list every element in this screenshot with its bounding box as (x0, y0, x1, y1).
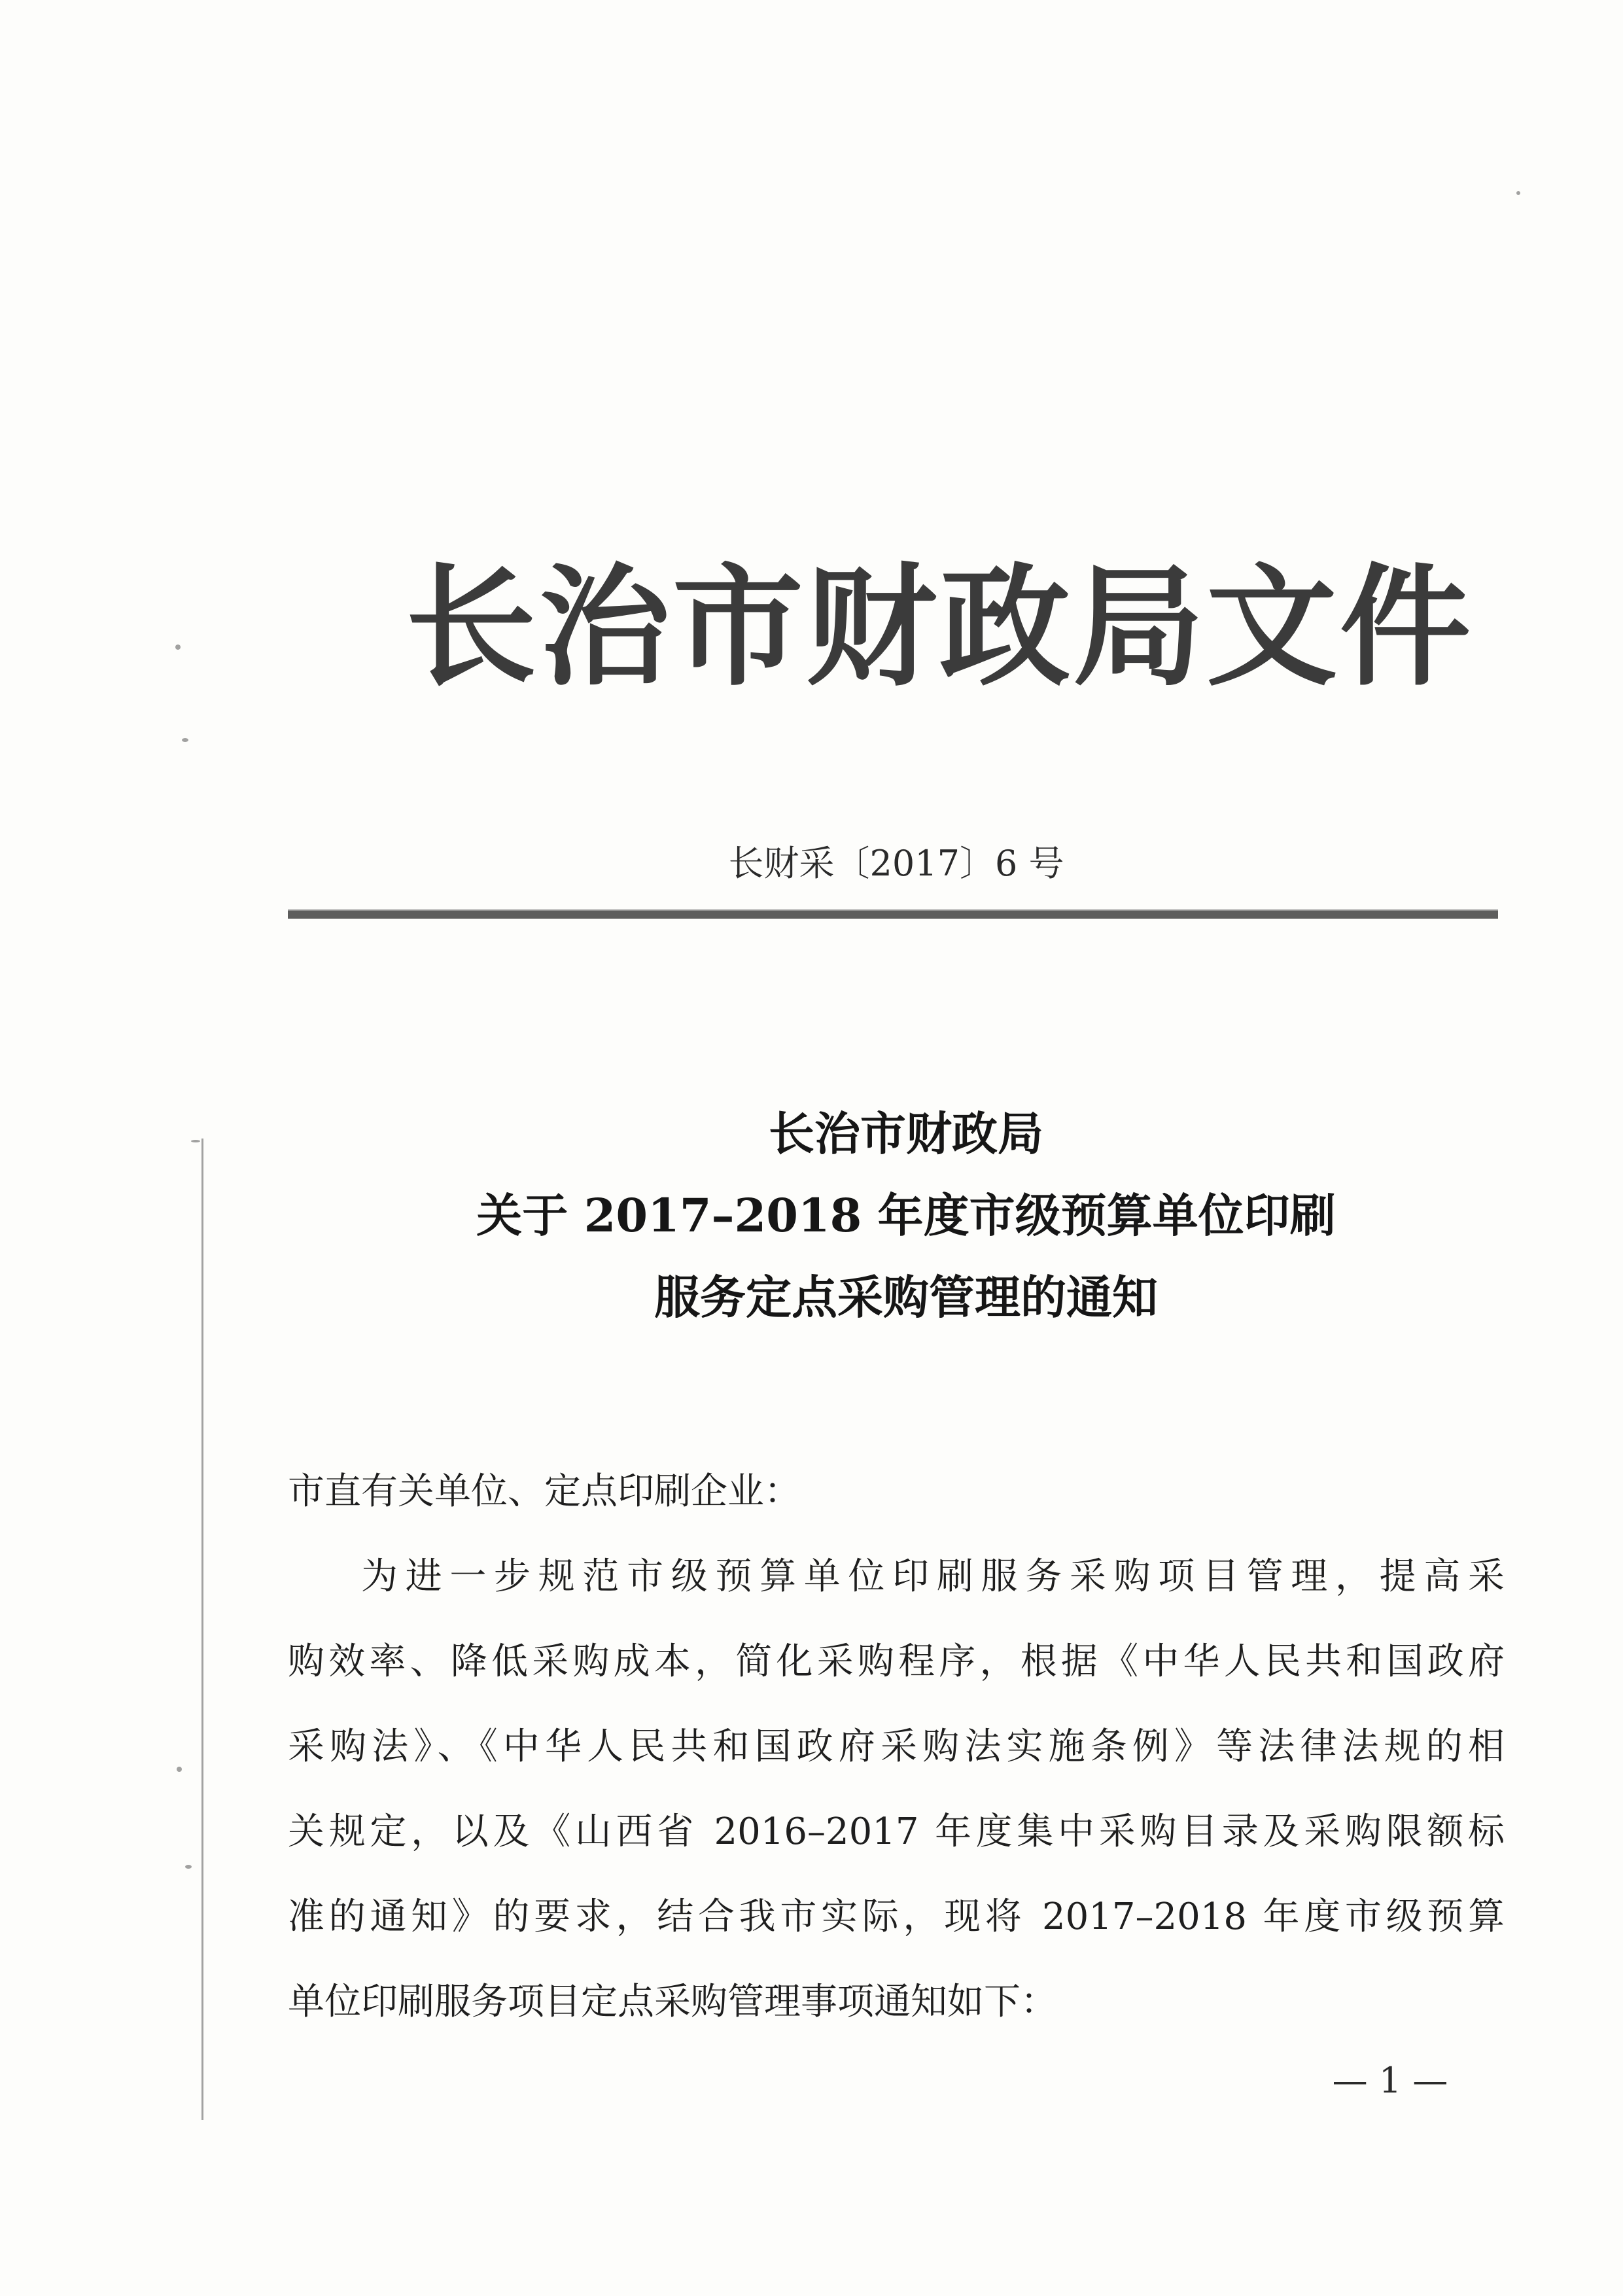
scan-speck (191, 1140, 200, 1142)
binding-edge-mark (201, 1139, 203, 2120)
notice-body (288, 1449, 1505, 2045)
notice-title-line: 长治市财政局 (769, 1106, 1043, 1161)
notice-title (366, 1093, 1446, 1338)
paragraph-line: 准的通知》的要求，结合我市实际，现将 2017–2018 年度市级预算 (288, 1896, 1505, 1938)
paragraph-line: 关规定，以及《山西省 2016–2017 年度集中采购目录及采购限额标 (288, 1810, 1505, 1853)
paragraph-line: 购效率、降低采购成本，简化采购程序，根据《中华人民共和国政府 (288, 1640, 1505, 1683)
scan-speck (182, 738, 188, 742)
scan-speck (1516, 191, 1520, 195)
header-divider-line (288, 910, 1498, 919)
paragraph-line: 为进一步规范市级预算单位印刷服务采购项目管理，提高采 (361, 1555, 1505, 1598)
paragraph-line: 单位印刷服务项目定点采购管理事项通知如下： (288, 1981, 1057, 2023)
notice-title-line: 关于 2017–2018 年度市级预算单位印刷 (476, 1188, 1336, 1243)
salutation: 市直有关单位、定点印刷企业： (288, 1470, 801, 1513)
page-number: — 1 — (1332, 2060, 1448, 2101)
scan-speck (177, 1767, 182, 1772)
document-number: 长财采〔2017〕6 号 (728, 843, 1064, 884)
notice-title-line: 服务定点采购管理的通知 (654, 1270, 1158, 1324)
scan-speck (185, 1865, 192, 1869)
scan-speck (175, 645, 181, 650)
paragraph-line: 采购法》、《中华人民共和国政府采购法实施条例》等法律法规的相 (288, 1725, 1505, 1768)
issuing-authority-header: 长治市财政局文件 (406, 552, 1474, 704)
